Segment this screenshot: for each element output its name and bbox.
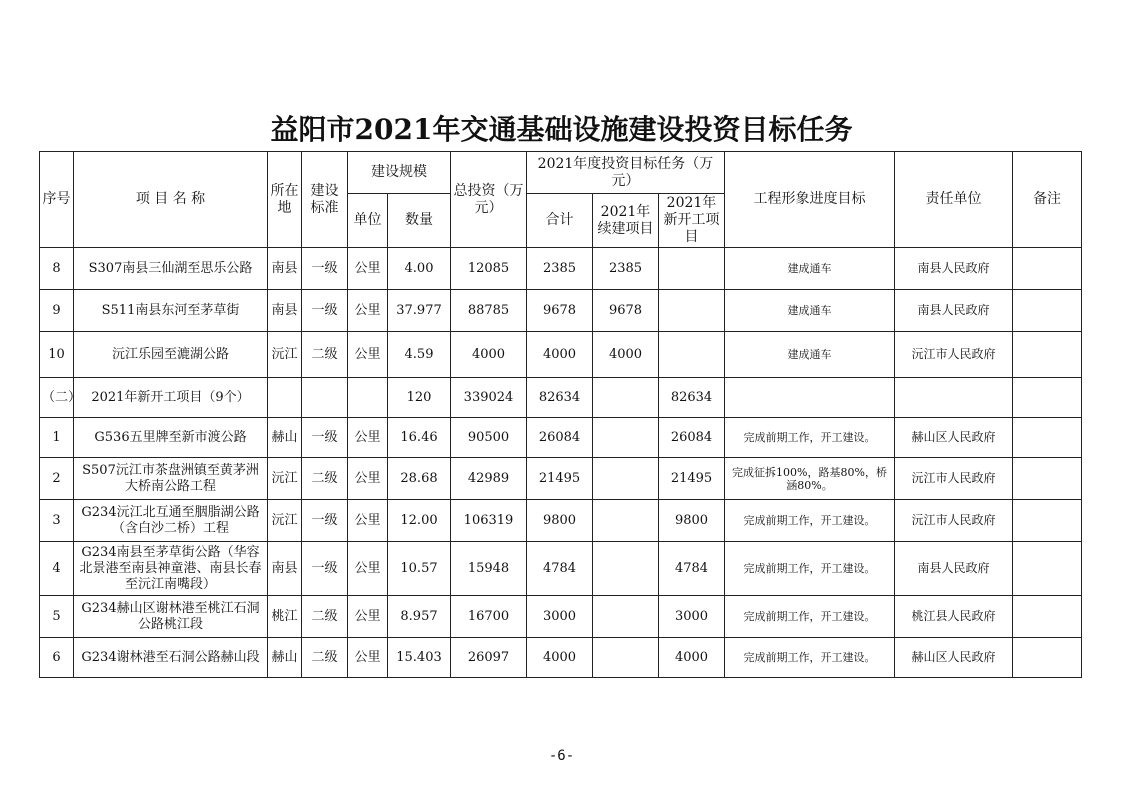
cell-name: S507沅江市茶盘洲镇至黄茅洲大桥南公路工程 bbox=[74, 458, 268, 500]
cell-location bbox=[268, 378, 302, 418]
cell-name: G234谢林港至石洞公路赫山段 bbox=[74, 638, 268, 678]
cell-name: 沅江乐园至漉湖公路 bbox=[74, 332, 268, 378]
cell-responsible: 赫山区人民政府 bbox=[895, 418, 1013, 458]
cell-continued bbox=[593, 542, 659, 596]
cell-location: 沅江 bbox=[268, 458, 302, 500]
cell-continued bbox=[593, 596, 659, 638]
cell-remark bbox=[1013, 378, 1082, 418]
cell-unit: 公里 bbox=[348, 248, 388, 290]
header-progress: 工程形象进度目标 bbox=[725, 152, 895, 248]
cell-location: 南县 bbox=[268, 542, 302, 596]
cell-continued bbox=[593, 418, 659, 458]
cell-quantity: 4.59 bbox=[388, 332, 451, 378]
cell-remark bbox=[1013, 638, 1082, 678]
cell-sum: 21495 bbox=[527, 458, 593, 500]
cell-new: 3000 bbox=[659, 596, 725, 638]
cell-responsible: 南县人民政府 bbox=[895, 248, 1013, 290]
cell-total: 88785 bbox=[451, 290, 527, 332]
cell-quantity: 12.00 bbox=[388, 500, 451, 542]
header-total: 总投资（万元） bbox=[451, 152, 527, 248]
cell-total: 26097 bbox=[451, 638, 527, 678]
cell-continued bbox=[593, 458, 659, 500]
cell-total: 90500 bbox=[451, 418, 527, 458]
cell-progress: 建成通车 bbox=[725, 332, 895, 378]
table-row bbox=[40, 290, 1082, 332]
header-remark: 备注 bbox=[1013, 152, 1082, 248]
cell-name: 2021年新开工项目（9个） bbox=[74, 378, 268, 418]
cell-progress: 完成前期工作，开工建设。 bbox=[725, 500, 895, 542]
cell-standard: 一级 bbox=[302, 500, 348, 542]
cell-progress: 建成通车 bbox=[725, 290, 895, 332]
cell-sum: 2385 bbox=[527, 248, 593, 290]
header-name: 项 目 名 称 bbox=[74, 152, 268, 248]
cell-quantity: 28.68 bbox=[388, 458, 451, 500]
cell-unit: 公里 bbox=[348, 542, 388, 596]
cell-responsible: 南县人民政府 bbox=[895, 290, 1013, 332]
cell-sum: 82634 bbox=[527, 378, 593, 418]
cell-remark bbox=[1013, 500, 1082, 542]
cell-total: 12085 bbox=[451, 248, 527, 290]
cell-quantity: 15.403 bbox=[388, 638, 451, 678]
cell-progress: 完成前期工作，开工建设。 bbox=[725, 596, 895, 638]
cell-location: 南县 bbox=[268, 248, 302, 290]
header-quantity: 数量 bbox=[388, 194, 451, 248]
cell-location: 沅江 bbox=[268, 332, 302, 378]
cell-new: 82634 bbox=[659, 378, 725, 418]
cell-remark bbox=[1013, 596, 1082, 638]
cell-new: 21495 bbox=[659, 458, 725, 500]
cell-total: 42989 bbox=[451, 458, 527, 500]
cell-standard: 二级 bbox=[302, 596, 348, 638]
investment-table bbox=[39, 151, 1082, 678]
cell-sum: 9678 bbox=[527, 290, 593, 332]
table-row bbox=[40, 378, 1082, 418]
cell-seq: 4 bbox=[40, 542, 74, 596]
cell-remark bbox=[1013, 542, 1082, 596]
cell-continued bbox=[593, 378, 659, 418]
cell-continued: 2385 bbox=[593, 248, 659, 290]
cell-quantity: 10.57 bbox=[388, 542, 451, 596]
cell-sum: 4000 bbox=[527, 638, 593, 678]
header-continued: 2021年续建项目 bbox=[593, 194, 659, 248]
table-row bbox=[40, 542, 1082, 596]
cell-location: 赫山 bbox=[268, 638, 302, 678]
cell-standard: 二级 bbox=[302, 458, 348, 500]
cell-seq: 2 bbox=[40, 458, 74, 500]
cell-responsible bbox=[895, 378, 1013, 418]
table-row bbox=[40, 638, 1082, 678]
cell-progress: 完成前期工作，开工建设。 bbox=[725, 638, 895, 678]
cell-sum: 26084 bbox=[527, 418, 593, 458]
table-row bbox=[40, 332, 1082, 378]
cell-unit: 公里 bbox=[348, 500, 388, 542]
header-annual: 2021年度投资目标任务（万元） bbox=[527, 152, 725, 194]
cell-remark bbox=[1013, 418, 1082, 458]
cell-unit: 公里 bbox=[348, 332, 388, 378]
header-standard: 建设标准 bbox=[302, 152, 348, 248]
cell-total: 106319 bbox=[451, 500, 527, 542]
table-row bbox=[40, 248, 1082, 290]
cell-continued: 9678 bbox=[593, 290, 659, 332]
cell-location: 桃江 bbox=[268, 596, 302, 638]
cell-location: 沅江 bbox=[268, 500, 302, 542]
cell-continued: 4000 bbox=[593, 332, 659, 378]
cell-responsible: 桃江县人民政府 bbox=[895, 596, 1013, 638]
cell-responsible: 沅江市人民政府 bbox=[895, 332, 1013, 378]
cell-remark bbox=[1013, 458, 1082, 500]
header-scale: 建设规模 bbox=[348, 152, 451, 194]
table-row bbox=[40, 500, 1082, 542]
cell-quantity: 8.957 bbox=[388, 596, 451, 638]
cell-total: 15948 bbox=[451, 542, 527, 596]
cell-name: G234沅江北互通至胭脂湖公路（含白沙二桥）工程 bbox=[74, 500, 268, 542]
table-row bbox=[40, 418, 1082, 458]
cell-unit: 公里 bbox=[348, 596, 388, 638]
cell-standard: 一级 bbox=[302, 542, 348, 596]
cell-quantity: 37.977 bbox=[388, 290, 451, 332]
cell-name: G536五里牌至新市渡公路 bbox=[74, 418, 268, 458]
cell-continued bbox=[593, 500, 659, 542]
header-location: 所在地 bbox=[268, 152, 302, 248]
header-unit: 单位 bbox=[348, 194, 388, 248]
cell-seq: 6 bbox=[40, 638, 74, 678]
cell-sum: 9800 bbox=[527, 500, 593, 542]
cell-standard bbox=[302, 378, 348, 418]
cell-sum: 4784 bbox=[527, 542, 593, 596]
cell-seq: 5 bbox=[40, 596, 74, 638]
cell-new: 9800 bbox=[659, 500, 725, 542]
cell-standard: 二级 bbox=[302, 638, 348, 678]
cell-progress: 建成通车 bbox=[725, 248, 895, 290]
cell-new: 4784 bbox=[659, 542, 725, 596]
cell-seq: 1 bbox=[40, 418, 74, 458]
cell-progress bbox=[725, 378, 895, 418]
cell-seq: （二） bbox=[40, 378, 74, 418]
cell-name: G234赫山区谢林港至桃江石洞公路桃江段 bbox=[74, 596, 268, 638]
cell-progress: 完成征拆100%，路基80%，桥涵80%。 bbox=[725, 458, 895, 500]
cell-seq: 10 bbox=[40, 332, 74, 378]
cell-location: 南县 bbox=[268, 290, 302, 332]
cell-new: 26084 bbox=[659, 418, 725, 458]
cell-total: 4000 bbox=[451, 332, 527, 378]
page-number: -6- bbox=[548, 748, 575, 764]
cell-sum: 3000 bbox=[527, 596, 593, 638]
cell-unit: 公里 bbox=[348, 418, 388, 458]
cell-name: S307南县三仙湖至思乐公路 bbox=[74, 248, 268, 290]
cell-new bbox=[659, 290, 725, 332]
cell-standard: 一级 bbox=[302, 248, 348, 290]
cell-unit: 公里 bbox=[348, 458, 388, 500]
cell-new bbox=[659, 248, 725, 290]
cell-progress: 完成前期工作，开工建设。 bbox=[725, 418, 895, 458]
cell-standard: 二级 bbox=[302, 332, 348, 378]
cell-responsible: 赫山区人民政府 bbox=[895, 638, 1013, 678]
cell-new: 4000 bbox=[659, 638, 725, 678]
cell-standard: 一级 bbox=[302, 418, 348, 458]
cell-responsible: 沅江市人民政府 bbox=[895, 458, 1013, 500]
cell-standard: 一级 bbox=[302, 290, 348, 332]
cell-sum: 4000 bbox=[527, 332, 593, 378]
cell-total: 339024 bbox=[451, 378, 527, 418]
cell-unit: 公里 bbox=[348, 290, 388, 332]
cell-continued bbox=[593, 638, 659, 678]
header-new: 2021年新开工项目 bbox=[659, 194, 725, 248]
table-row bbox=[40, 596, 1082, 638]
cell-seq: 9 bbox=[40, 290, 74, 332]
header-row-1 bbox=[40, 152, 1082, 194]
cell-quantity: 16.46 bbox=[388, 418, 451, 458]
cell-total: 16700 bbox=[451, 596, 527, 638]
cell-seq: 8 bbox=[40, 248, 74, 290]
cell-responsible: 沅江市人民政府 bbox=[895, 500, 1013, 542]
cell-progress: 完成前期工作，开工建设。 bbox=[725, 542, 895, 596]
cell-remark bbox=[1013, 248, 1082, 290]
cell-name: S511南县东河至茅草街 bbox=[74, 290, 268, 332]
cell-unit bbox=[348, 378, 388, 418]
cell-name: G234南县至茅草街公路（华容北景港至南县神童港、南县长春至沅江南嘴段） bbox=[74, 542, 268, 596]
header-seq: 序号 bbox=[40, 152, 74, 248]
cell-remark bbox=[1013, 290, 1082, 332]
header-responsible: 责任单位 bbox=[895, 152, 1013, 248]
cell-quantity: 120 bbox=[388, 378, 451, 418]
table-row bbox=[40, 458, 1082, 500]
cell-seq: 3 bbox=[40, 500, 74, 542]
header-sum: 合计 bbox=[527, 194, 593, 248]
cell-unit: 公里 bbox=[348, 638, 388, 678]
page-title: 益阳市2021年交通基础设施建设投资目标任务 bbox=[270, 113, 853, 146]
cell-location: 赫山 bbox=[268, 418, 302, 458]
cell-remark bbox=[1013, 332, 1082, 378]
cell-new bbox=[659, 332, 725, 378]
cell-responsible: 南县人民政府 bbox=[895, 542, 1013, 596]
cell-quantity: 4.00 bbox=[388, 248, 451, 290]
